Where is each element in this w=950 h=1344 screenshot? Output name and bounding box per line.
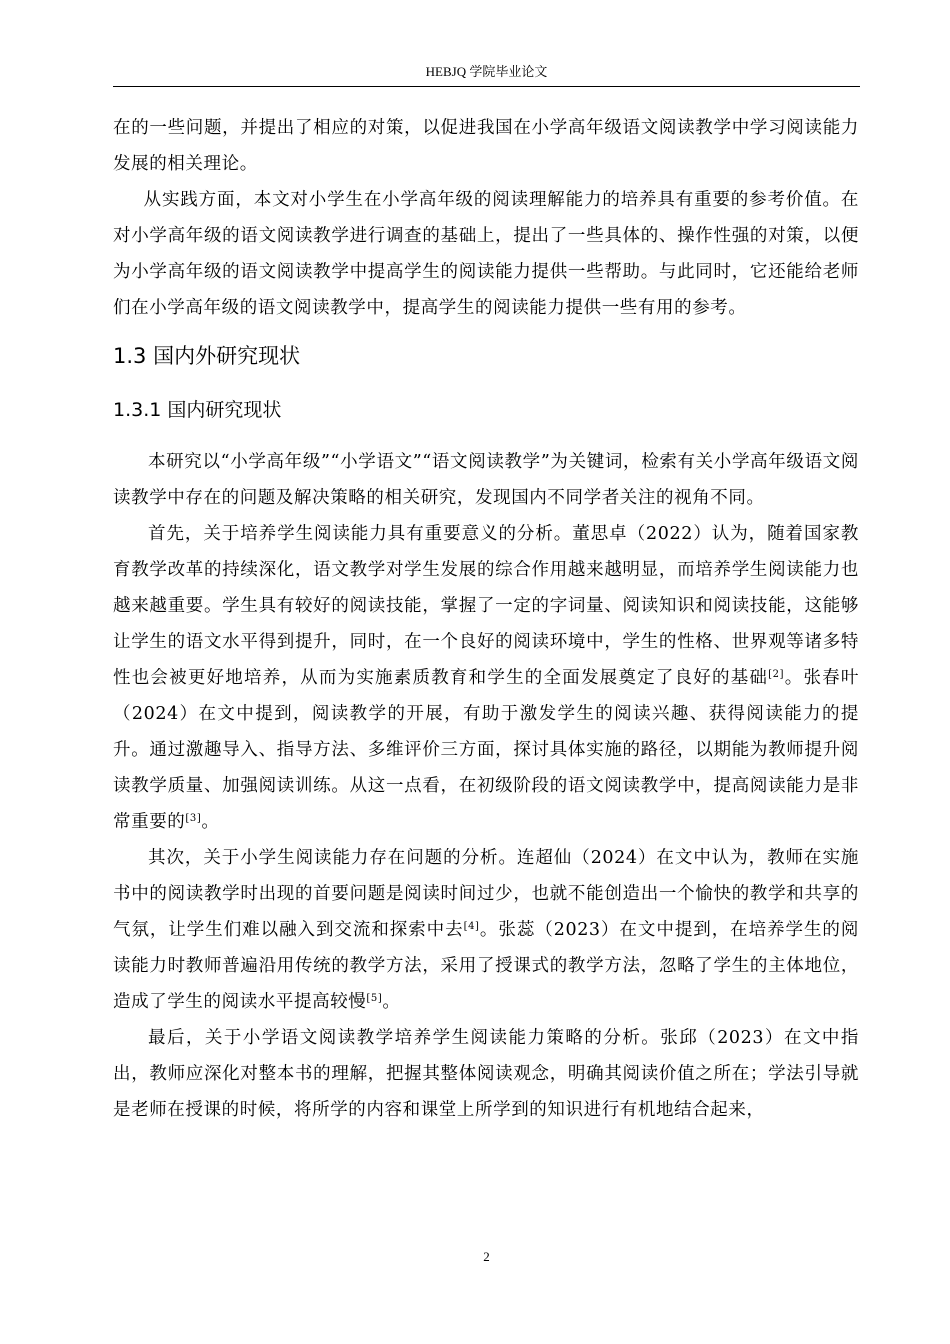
page-header: HEBJQ 学院毕业论文: [425, 64, 548, 79]
paragraph-first: [113, 516, 859, 840]
citation-ref-4: [4]: [463, 921, 480, 932]
header-divider: [113, 86, 860, 87]
citation-ref-2: [2]: [768, 669, 785, 680]
paragraph-finally: 最后，关于小学语文阅读教学培养学生阅读能力策略的分析。张邱（2023）在文中指出，教师应深化对整本书的理解，把握其整体阅读观念，明确其阅读价值之所在；学法引导就是老师在授课的时候，将所学的内容和课堂上所学到的知识进行有机地结合起来，: [113, 1028, 859, 1120]
paragraph-keywords: 本研究以“小学高年级”“小学语文”“语文阅读教学”为关键词，检索有关小学高年级语文阅读教学中存在的问题及解决策略的相关研究，发现国内不同学者关注的视角不同。: [113, 452, 859, 508]
paragraph-first-end: 。: [201, 812, 220, 832]
paragraph-second-part-a: 其次，关于小学生阅读能力存在问题的分析。连超仙（2024）在文中认为，教师在实施书中的阅读教学时出现的首要问题是阅读时间过少，也就不能创造出一个愉快的教学和共享的气氛，让学生们难以融入到交流和探索中去: [113, 848, 859, 940]
body-text: [113, 110, 859, 1128]
paragraph-second-end: 。: [382, 992, 401, 1012]
paragraph-second-part-b: 。张蕊（2023）在文中提到，在培养学生的阅读能力时教师普遍沿用传统的教学方法，采用了授课式的教学方法，忽略了学生的主体地位，造成了学生的阅读水平提高较慢: [113, 920, 859, 1012]
citation-ref-3: [3]: [185, 813, 202, 824]
paragraph-continued: 在的一些问题，并提出了相应的对策，以促进我国在小学高年级语文阅读教学中学习阅读能力发展的相关理论。: [113, 118, 859, 174]
paragraph-second: [113, 840, 859, 1020]
page-number: 2: [483, 1249, 490, 1264]
citation-ref-5: [5]: [366, 993, 383, 1004]
paragraph-first-part-b: 。张春叶（2024）在文中提到，阅读教学的开展，有助于激发学生的阅读兴趣、获得阅读能力的提升。通过激趣导入、指导方法、多维评价三方面，探讨具体实施的路径，以期能为教师提升阅读教学质量、加强阅读训练。从这一点看，在初级阶段的语文阅读教学中，提高阅读能力是非常重要的: [113, 668, 859, 832]
section-heading-1-3: 1.3 国内外研究现状: [113, 344, 301, 368]
paragraph-practice: 从实践方面，本文对小学生在小学高年级的阅读理解能力的培养具有重要的参考价值。在对小学高年级的语文阅读教学进行调查的基础上，提出了一些具体的、操作性强的对策，以便为小学高年级的语文阅读教学中提高学生的阅读能力提供一些帮助。与此同时，它还能给老师们在小学高年级的语文阅读教学中，提高学生的阅读能力提供一些有用的参考。: [113, 190, 859, 318]
subsection-heading-1-3-1: 1.3.1 国内研究现状: [113, 399, 282, 421]
paragraph-first-part-a: 首先，关于培养学生阅读能力具有重要意义的分析。董思卓（2022）认为，随着国家教育教学改革的持续深化，语文教学对学生发展的综合作用越来越明显，而培养学生阅读能力也越来越重要。学生具有较好的阅读技能，掌握了一定的字词量、阅读知识和阅读技能，这能够让学生的语文水平得到提升，同时，在一个良好的阅读环境中，学生的性格、世界观等诸多特性也会被更好地培养，从而为实施素质教育和学生的全面发展奠定了良好的基础: [113, 524, 859, 688]
